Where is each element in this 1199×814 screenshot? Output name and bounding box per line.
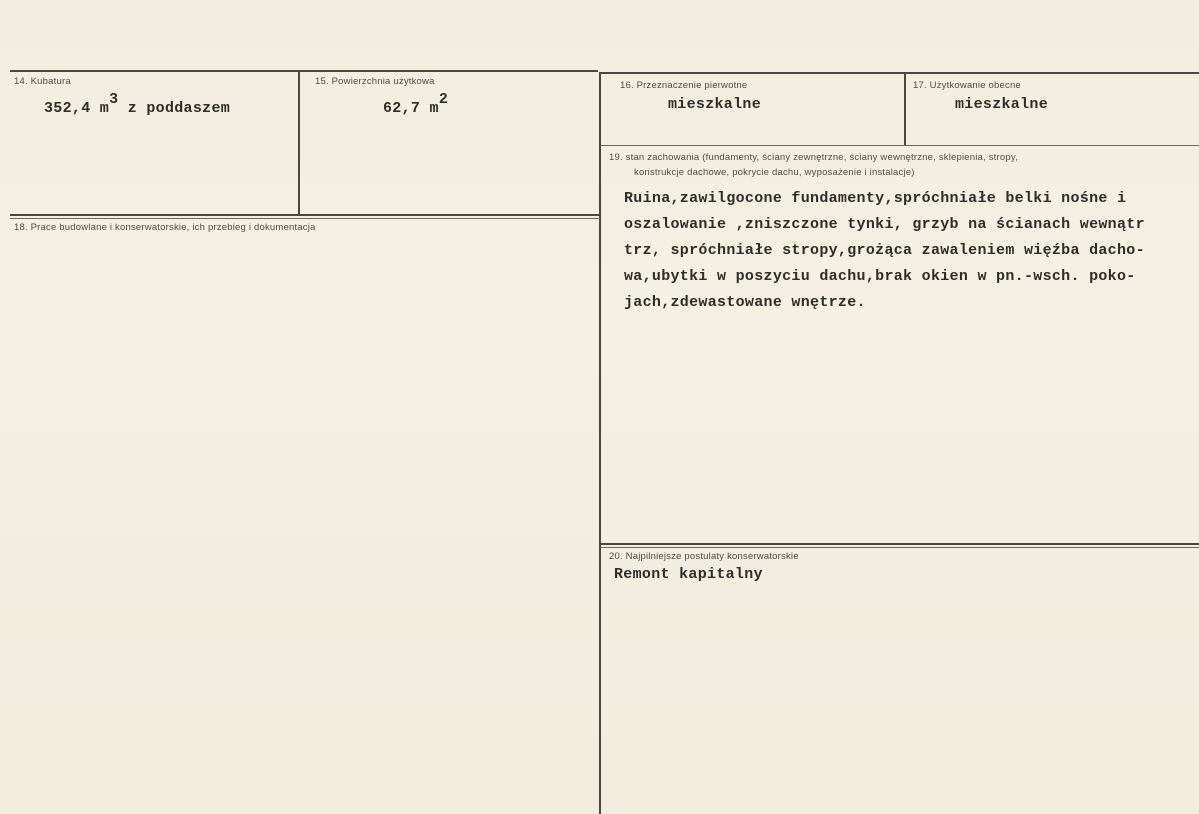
top-rule-left	[10, 70, 598, 72]
divider-left-right	[599, 72, 601, 814]
rule-above-20-second	[601, 547, 1199, 548]
label-stan-line1: 19. stan zachowania (fundamenty, ściany zewnętrzne, ściany wewnętrzne, sklepienia, stropy,	[609, 152, 1018, 163]
value-postulaty: Remont kapitalny	[614, 566, 763, 583]
label-przeznaczenie: 16. Przeznaczenie pierwotne	[620, 80, 748, 91]
value-kubatura	[44, 91, 231, 117]
value-powierzchnia	[383, 91, 449, 117]
stan-line: Ruina,zawilgocone fundamenty,spróchniałe belki nośne i	[624, 190, 1127, 207]
value-przeznaczenie: mieszkalne	[668, 96, 762, 113]
kubatura-suffix: z poddaszem	[118, 100, 231, 117]
kubatura-exponent: 3	[109, 91, 119, 108]
powierzchnia-number: 62,7 m	[383, 100, 439, 117]
stan-line: trz, spróchniałe stropy,grożąca zawaleniem więźba dacho-	[624, 242, 1145, 259]
label-kubatura: 14. Kubatura	[14, 76, 71, 87]
value-uzytkowanie: mieszkalne	[955, 96, 1049, 113]
divider-14-15	[298, 72, 300, 216]
rule-above-20	[601, 543, 1199, 545]
label-prace: 18. Prace budowlane i konserwatorskie, ich przebieg i dokumentacja	[14, 222, 316, 233]
stan-line: wa,ubytki w poszyciu dachu,brak okien w pn.-wsch. poko-	[624, 268, 1136, 285]
powierzchnia-exponent: 2	[438, 91, 449, 108]
top-rule-right	[601, 72, 1199, 74]
label-powierzchnia: 15. Powierzchnia użytkowa	[315, 76, 435, 87]
label-stan-line2: konstrukcje dachowe, pokrycie dachu, wyposażenie i instalacje)	[634, 167, 915, 178]
rule-below-16-17	[601, 145, 1199, 146]
label-uzytkowanie: 17. Użytkowanie obecne	[913, 80, 1021, 91]
stan-line: oszalowanie ,zniszczone tynki, grzyb na ścianach wewnątr	[624, 216, 1145, 233]
kubatura-number: 352,4 m	[44, 100, 110, 117]
label-postulaty: 20. Najpilniejsze postulaty konserwatorskie	[609, 551, 799, 562]
value-stan	[624, 186, 1198, 316]
rule-below-14-15-second	[10, 218, 600, 219]
stan-line: jach,zdewastowane wnętrze.	[624, 294, 866, 311]
divider-16-17	[904, 74, 906, 146]
rule-below-14-15	[10, 214, 600, 216]
